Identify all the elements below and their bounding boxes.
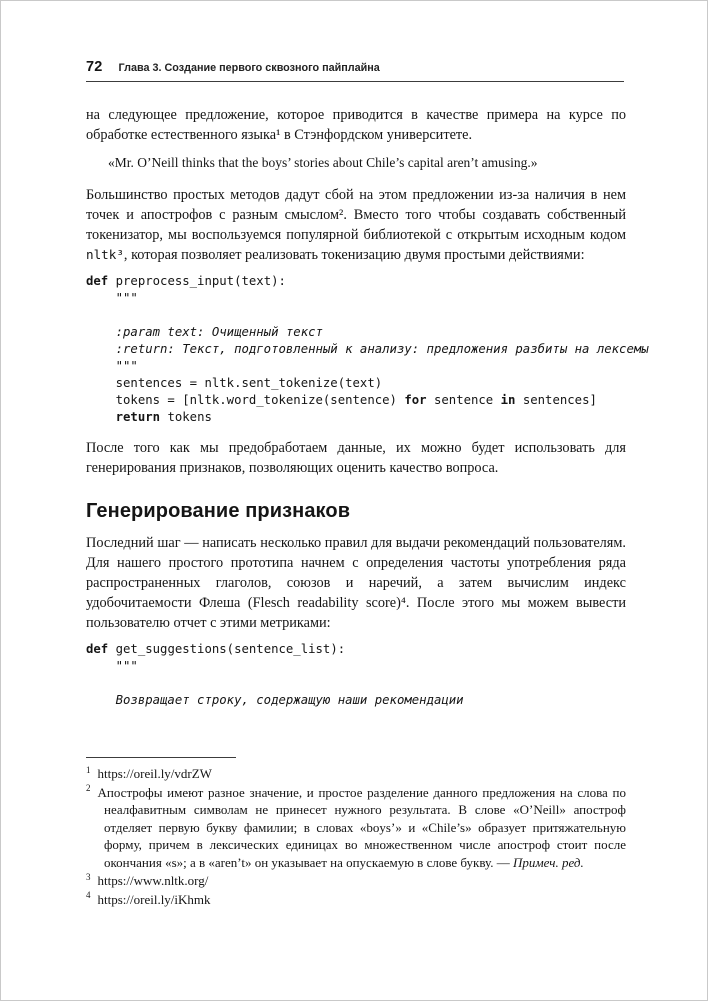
code-keyword-def: def — [86, 642, 109, 656]
footnote-text: https://oreil.ly/iKhmk — [97, 891, 211, 907]
code-line: """ — [86, 659, 138, 673]
footnote-marker: 3 — [86, 871, 91, 882]
paragraph-intro: на следующее предложение, которое приводится в качестве примера на курсе по обработке естественного языка¹ в Стэнфордском университете. — [86, 107, 626, 143]
code-text: preprocess_input(text): — [108, 274, 286, 288]
code-block-get-suggestions — [86, 641, 626, 709]
code-line: """ — [86, 359, 138, 373]
code-keyword-for: for — [404, 393, 427, 407]
code-text: sentences] — [515, 393, 597, 407]
paragraph-last-step: Последний шаг — написать несколько правил для выдачи рекомендаций пользователям. Для нашего простого прототипа начнем с определения частоты употребления ряда распространенных глаголов, союзов и наречий, а затем вычислим индекс удобочитаемости Флеша (Flesch readability score)⁴. После этого мы можем вывести пользователю отчет с этими метриками: — [86, 535, 626, 631]
footnote-marker: 4 — [86, 890, 91, 901]
code-text — [86, 410, 116, 424]
code-keyword-def: def — [86, 274, 109, 288]
code-keyword-return: return — [115, 410, 161, 424]
footnote-marker: 1 — [86, 764, 91, 775]
page-content — [86, 105, 649, 721]
footnote-text: https://oreil.ly/vdrZW — [97, 766, 212, 781]
inline-code-nltk: nltk³ — [86, 247, 124, 262]
footnote-2 — [86, 784, 626, 872]
footnote-rule — [86, 757, 236, 758]
footnote-1 — [86, 765, 626, 783]
code-text: get_suggestions(sentence_list): — [108, 642, 346, 656]
code-block-preprocess-input — [86, 273, 649, 426]
code-text: tokens — [160, 410, 212, 424]
code-line — [86, 409, 626, 426]
paragraph-after-code: После того как мы предобработаем данные, их можно будет использовать для генерирования признаков, позволяющих оценить качество вопроса. — [86, 440, 626, 476]
code-line-docstring: :return: Текст, подготовленный к анализу: предложения разбиты на лексемы — [86, 342, 649, 356]
section-heading-feature-generation: Генерирование признаков — [86, 500, 351, 522]
footnote-marker: 2 — [86, 783, 91, 794]
code-text: tokens = [nltk.word_tokenize(sentence) — [86, 393, 405, 407]
footnote-editor-note: Примеч. ред. — [512, 854, 584, 870]
code-line: sentences = nltk.sent_tokenize(text) — [86, 376, 383, 390]
paragraph-tokenizer-text-before: Большинство простых методов дадут сбой на этом предложении из-за наличия в нем точек и апострофов с разным смыслом². Вместо того чтобы создавать собственный токенизатор, мы воспользуемся популярной библиотекой с открытым исходным кодом — [86, 187, 626, 243]
footnote-text: Апострофы имеют разное значение, и простое разделение данного предложения на слова по неалфавитным символам не принесет нужного результата. В слове «O’Neill» апостроф отделяет первую букву фамилии; в словах «boys’» и «Chile’s» образует притяжательную форму, причем в лексических единицах во множественном числе апостроф стоит после окончания «s»; а в «aren’t» он указывает на опускаемую в слове букву. — — [97, 784, 626, 870]
code-line: """ — [86, 291, 138, 305]
code-keyword-in: in — [500, 393, 516, 407]
code-line-docstring: Возвращает строку, содержащую наши рекомендации — [86, 693, 464, 707]
header-rule — [86, 81, 624, 82]
example-quote: «Mr. O’Neill thinks that the boys’ stories about Chile’s capital aren’t amusing.» — [108, 155, 538, 170]
page-number: 72 — [86, 59, 103, 75]
code-line — [86, 392, 626, 409]
footnote-3 — [86, 872, 626, 890]
chapter-title: Глава 3. Создание первого сквозного пайплайна — [118, 62, 380, 74]
code-line — [86, 641, 626, 658]
paragraph-tokenizer — [86, 185, 626, 265]
code-text: sentence — [426, 393, 501, 407]
code-line-docstring: :param text: Очищенный текст — [86, 325, 323, 339]
paragraph-tokenizer-text-after: , которая позволяет реализовать токенизацию двумя простыми действиями: — [123, 247, 585, 263]
code-line-blank — [86, 307, 626, 324]
footnote-4 — [86, 891, 626, 909]
code-line-blank — [86, 675, 626, 692]
code-line — [86, 273, 626, 290]
footnote-text: https://www.nltk.org/ — [97, 873, 209, 888]
footnotes — [86, 757, 626, 909]
page-header — [86, 59, 624, 75]
